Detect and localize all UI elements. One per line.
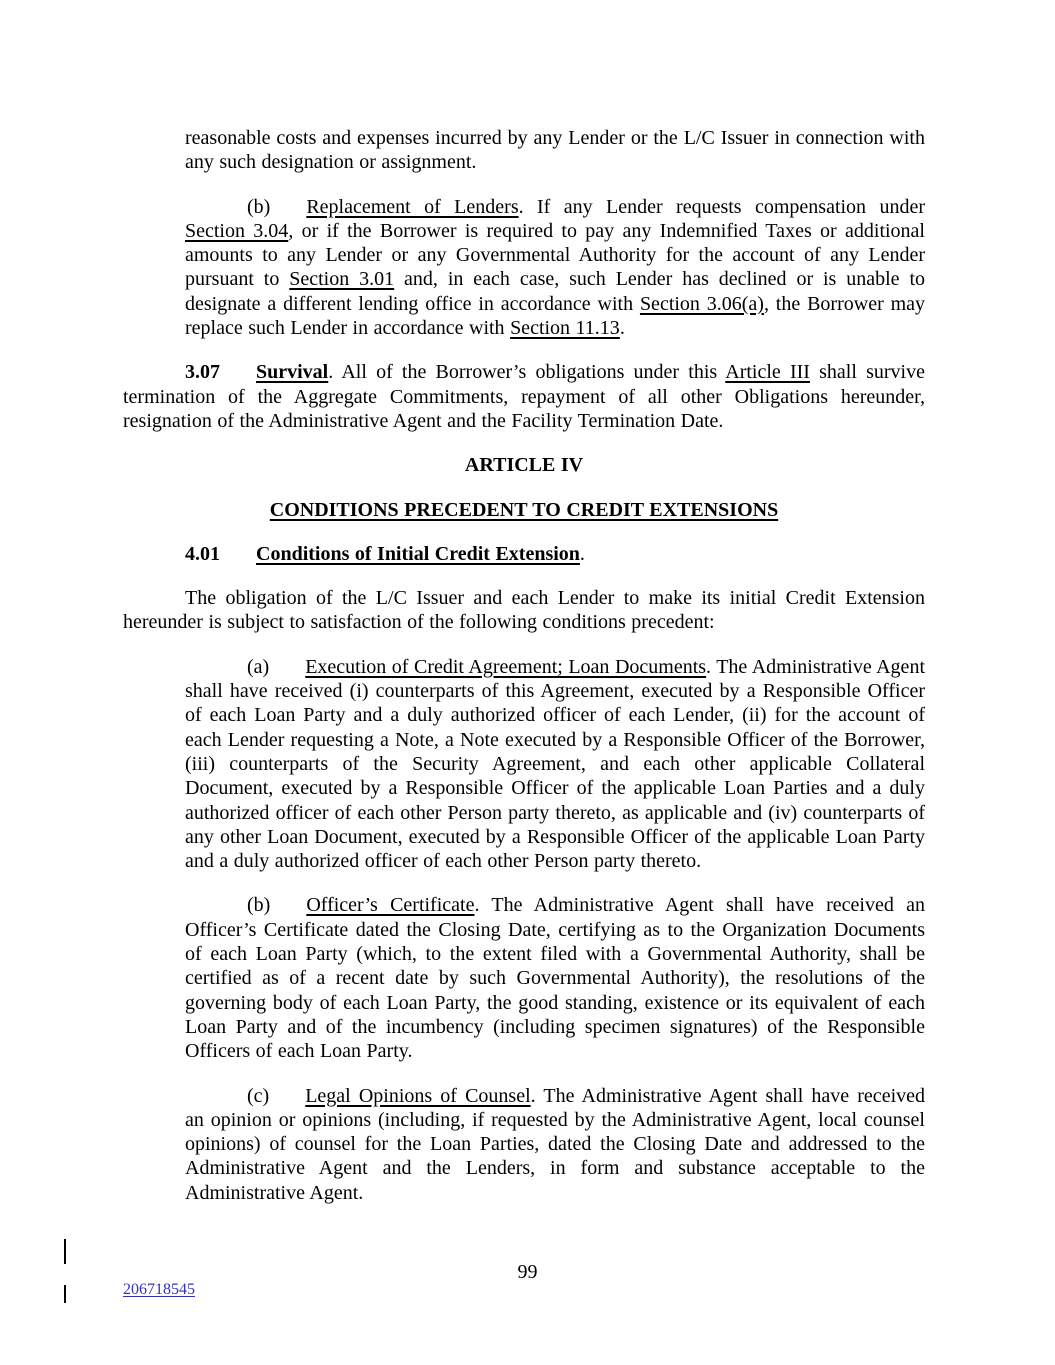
- clause-letter: (b): [247, 894, 271, 917]
- article-heading: ARTICLE IV: [464, 454, 584, 477]
- para-b-officers-certificate: [185, 893, 925, 1063]
- clause-letter: (a): [247, 655, 270, 678]
- clause-letter: (b): [247, 195, 271, 218]
- page-number: 99: [517, 1261, 538, 1283]
- clause-heading: Legal Opinions of Counsel: [305, 1084, 531, 1107]
- para-obligation-intro: [123, 586, 925, 635]
- section-reference: Article III: [725, 361, 810, 384]
- section-reference: Section 3.06(a): [639, 292, 764, 315]
- clause-heading: Replacement of Lenders: [306, 195, 519, 218]
- document-content: [123, 126, 925, 1225]
- para-a-execution: [185, 655, 925, 874]
- text-run: .: [619, 317, 625, 340]
- text-run: . All of the Borrower’s obligations under this: [328, 361, 726, 384]
- text-run: and, in each case, such Lender has declined or is unable to designate a different lending office in accordance with: [185, 268, 926, 315]
- clause-heading: Execution of Credit Agreement; Loan Documents: [305, 655, 707, 678]
- text-run: . If any Lender requests compensation under: [518, 195, 925, 218]
- text-run: The obligation of the L/C Issuer and each Lender to make its initial Credit Extension hereunder is subject to satisfaction of the following conditions precedent:: [123, 587, 925, 634]
- heading-conditions-precedent: [123, 498, 925, 522]
- text-run: . The Administrative Agent shall have received an opinion or opinions (including, if requested by the Administrative Agent, local counsel opinions) of counsel for the Loan Parties, dated the Closing Date and addressed to the Administrative Agent and the Lenders, in form and substance acceptable to the Administrative Agent.: [185, 1084, 925, 1204]
- para-b-replacement-of-lenders: [185, 195, 925, 341]
- text-run: .: [579, 542, 585, 565]
- para-continuation-costs: [185, 126, 925, 175]
- para-c-legal-opinions: [185, 1084, 925, 1205]
- text-run: . The Administrative Agent shall have received (i) counterparts of this Agreement, executed by a Responsible Officer of each Loan Party and a duly authorized officer of each Lender, (ii) for the account of each Lender requesting a Note, a Note executed by a Responsible Officer of the Borrower, (iii) counterparts of the Security Agreement, and each other applicable Collateral Document, executed by a Responsible Officer of the applicable Loan Parties and a duly authorized officer of each other Person party thereto, as applicable and (iv) counterparts of any other Loan Document, executed by a Responsible Officer of the applicable Loan Party and a duly authorized officer of each other Person party thereto.: [185, 655, 925, 873]
- text-run: , the Borrower may replace such Lender in accordance with: [185, 292, 926, 340]
- text-run: shall survive termination of the Aggregate Commitments, repayment of all other Obligations hereunder, resignation of the Administrative Agent and the Facility Termination Date.: [123, 361, 925, 432]
- section-reference: Section 11.13: [510, 317, 620, 340]
- clause-letter: (c): [247, 1084, 270, 1107]
- section-heading: Survival: [256, 361, 329, 384]
- section-number: 4.01: [185, 542, 220, 565]
- para-3-07-survival: [123, 360, 925, 433]
- section-reference: Section 3.01: [289, 268, 395, 291]
- doc-id-link[interactable]: 206718545: [123, 1281, 195, 1298]
- section-number: 3.07: [185, 361, 220, 384]
- section-heading: Conditions of Initial Credit Extension: [256, 542, 580, 565]
- article-title: CONDITIONS PRECEDENT TO CREDIT EXTENSIONS: [269, 498, 779, 521]
- clause-heading: Officer’s Certificate: [306, 894, 475, 917]
- revision-change-bar-icon: [64, 1285, 66, 1303]
- text-run: reasonable costs and expenses incurred by any Lender or the L/C Issuer in connection with any such designation or assignment.: [185, 127, 925, 174]
- text-run: . The Administrative Agent shall have received an Officer’s Certificate dated the Closing Date, certifying as to the Organization Documents of each Loan Party (which, to the extent filed with a Governmental Authority, shall be certified as of a recent date by such Governmental Authority), the resolutions of the governing body of each Loan Party, the good standing, existence or its equivalent of each Loan Party and of the incumbency (including specimen signatures) of the Responsible Officers of each Loan Party.: [185, 894, 925, 1063]
- section-reference: Section 3.04: [185, 219, 289, 242]
- heading-4-01-conditions: [123, 542, 925, 566]
- text-run: , or if the Borrower is required to pay any Indemnified Taxes or additional amounts to any Lender or any Governmental Authority for the account of any Lender pursuant to: [185, 219, 925, 291]
- heading-article-iv: [123, 453, 925, 477]
